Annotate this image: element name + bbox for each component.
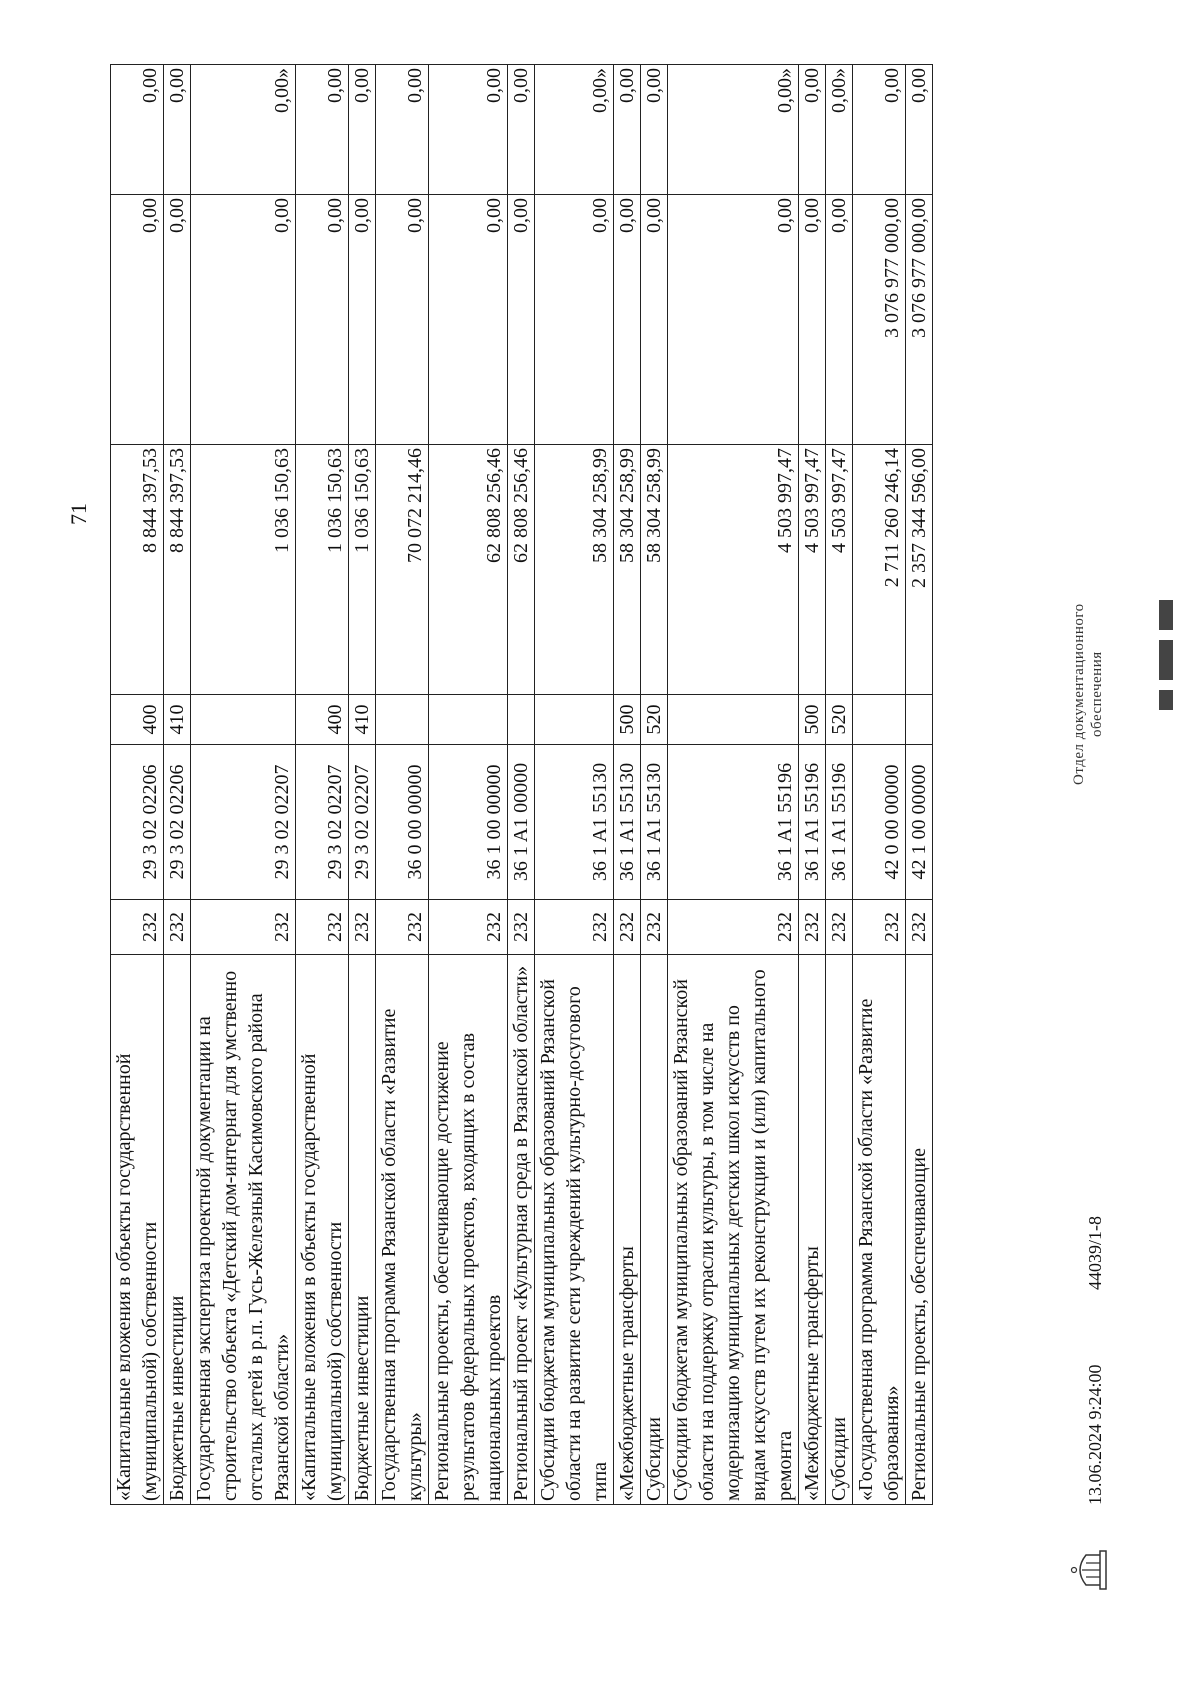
row-amount-3: 0,00» — [191, 65, 296, 195]
row-amount-3: 0,00 — [508, 65, 535, 195]
row-amount-1: 1 036 150,63 — [191, 445, 296, 695]
row-name: Региональные проекты, обеспечивающие — [906, 955, 933, 1505]
budget-table — [110, 64, 933, 1505]
row-target-article: 29 3 02 02207 — [349, 745, 376, 900]
row-amount-3: 0,00» — [668, 65, 799, 195]
table-row — [668, 65, 799, 1505]
row-name: «Капитальные вложения в объекты государственной (муниципальной) собственности — [111, 955, 164, 1505]
row-grbs-code: 232 — [614, 900, 641, 955]
row-name: «Межбюджетные трансферты — [614, 955, 641, 1505]
row-amount-2: 0,00 — [349, 195, 376, 445]
row-amount-2: 0,00 — [614, 195, 641, 445]
stamp-line-1: Отдел документационного — [1071, 603, 1087, 785]
row-grbs-code: 232 — [906, 900, 933, 955]
row-amount-1: 4 503 997,47 — [826, 445, 853, 695]
department-stamp — [1070, 603, 1106, 785]
footer-date: 13.06.2024 9:24:00 — [1085, 1364, 1105, 1505]
row-amount-2: 3 076 977 000,00 — [853, 195, 906, 445]
row-amount-2: 0,00 — [535, 195, 614, 445]
row-amount-3: 0,00 — [799, 65, 826, 195]
row-amount-3: 0,00» — [535, 65, 614, 195]
row-amount-1: 62 808 256,46 — [508, 445, 535, 695]
row-grbs-code: 232 — [641, 900, 668, 955]
row-amount-2: 0,00 — [191, 195, 296, 445]
row-grbs-code: 232 — [429, 900, 508, 955]
row-amount-3: 0,00» — [826, 65, 853, 195]
row-expense-type: 410 — [164, 695, 191, 745]
row-amount-3: 0,00 — [349, 65, 376, 195]
table-row — [906, 65, 933, 1505]
row-grbs-code: 232 — [296, 900, 349, 955]
row-amount-1: 58 304 258,99 — [614, 445, 641, 695]
table-row — [641, 65, 668, 1505]
row-target-article: 42 0 00 00000 — [853, 745, 906, 900]
row-amount-2: 0,00 — [826, 195, 853, 445]
row-name: Субсидии бюджетам муниципальных образований Рязанской области на развитие сети учреждений культурно-досугового типа — [535, 955, 614, 1505]
page-number: 71 — [66, 503, 91, 525]
row-target-article: 36 1 A1 00000 — [508, 745, 535, 900]
row-expense-type: 500 — [799, 695, 826, 745]
table-row — [296, 65, 349, 1505]
table-row — [429, 65, 508, 1505]
scan-mark — [1159, 600, 1173, 630]
rotated-page — [66, 65, 1105, 1505]
row-target-article: 36 1 A1 55130 — [614, 745, 641, 900]
row-amount-3: 0,00 — [614, 65, 641, 195]
row-expense-type — [668, 695, 799, 745]
row-expense-type: 520 — [641, 695, 668, 745]
table-row — [164, 65, 191, 1505]
table-row — [826, 65, 853, 1505]
row-expense-type: 410 — [349, 695, 376, 745]
row-amount-1: 58 304 258,99 — [641, 445, 668, 695]
row-target-article: 36 1 A1 55196 — [799, 745, 826, 900]
table-row — [853, 65, 906, 1505]
row-expense-type: 400 — [296, 695, 349, 745]
table-row — [376, 65, 429, 1505]
row-target-article: 36 0 00 00000 — [376, 745, 429, 900]
row-target-article: 29 3 02 02207 — [191, 745, 296, 900]
row-expense-type — [429, 695, 508, 745]
row-name: Субсидии бюджетам муниципальных образований Рязанской области на поддержку отрасли культуры, в том числе на модернизацию муниципальных детских школ искусств по видам искусств путем их реконструкции и (или) капитального ремонта — [668, 955, 799, 1505]
scan-edge-strip — [1155, 40, 1177, 1660]
row-amount-2: 0,00 — [429, 195, 508, 445]
table-row — [111, 65, 164, 1505]
row-amount-1: 1 036 150,63 — [349, 445, 376, 695]
row-amount-1: 8 844 397,53 — [164, 445, 191, 695]
row-grbs-code: 232 — [376, 900, 429, 955]
row-target-article: 36 1 00 00000 — [429, 745, 508, 900]
row-grbs-code: 232 — [853, 900, 906, 955]
row-amount-1: 62 808 256,46 — [429, 445, 508, 695]
row-name: Региональные проекты, обеспечивающие достижение результатов федеральных проектов, входящих в состав национальных проектов — [429, 955, 508, 1505]
emblem-logo — [1070, 1545, 1110, 1595]
row-amount-3: 0,00 — [376, 65, 429, 195]
row-amount-3: 0,00 — [164, 65, 191, 195]
row-amount-1: 2 357 344 596,00 — [906, 445, 933, 695]
row-amount-2: 0,00 — [641, 195, 668, 445]
row-target-article: 29 3 02 02206 — [111, 745, 164, 900]
row-name: «Государственная программа Рязанской области «Развитие образования» — [853, 955, 906, 1505]
table-row — [614, 65, 641, 1505]
row-expense-type — [853, 695, 906, 745]
row-amount-2: 0,00 — [799, 195, 826, 445]
row-target-article: 29 3 02 02206 — [164, 745, 191, 900]
table-row — [799, 65, 826, 1505]
row-target-article: 36 1 A1 55130 — [535, 745, 614, 900]
row-amount-1: 8 844 397,53 — [111, 445, 164, 695]
stamp-line-2: обеспечения — [1089, 651, 1105, 737]
row-name: Государственная программа Рязанской области «Развитие культуры» — [376, 955, 429, 1505]
row-name: Субсидии — [826, 955, 853, 1505]
row-target-article: 36 1 A1 55130 — [641, 745, 668, 900]
budget-table-body — [111, 65, 933, 1505]
row-grbs-code: 232 — [508, 900, 535, 955]
scan-mark — [1159, 640, 1173, 680]
row-amount-1: 2 711 260 246,14 — [853, 445, 906, 695]
row-amount-2: 0,00 — [508, 195, 535, 445]
row-name: Бюджетные инвестиции — [164, 955, 191, 1505]
row-expense-type: 520 — [826, 695, 853, 745]
row-grbs-code: 232 — [799, 900, 826, 955]
row-target-article: 42 1 00 00000 — [906, 745, 933, 900]
row-amount-2: 0,00 — [296, 195, 349, 445]
row-expense-type — [191, 695, 296, 745]
row-grbs-code: 232 — [111, 900, 164, 955]
row-amount-1: 4 503 997,47 — [668, 445, 799, 695]
row-name: Бюджетные инвестиции — [349, 955, 376, 1505]
row-grbs-code: 232 — [164, 900, 191, 955]
table-row — [349, 65, 376, 1505]
row-grbs-code: 232 — [668, 900, 799, 955]
row-name: «Капитальные вложения в объекты государственной (муниципальной) собственности — [296, 955, 349, 1505]
row-amount-2: 0,00 — [376, 195, 429, 445]
row-name: Государственная экспертиза проектной документации на строительство объекта «Детский дом-интернат для умственно отсталых детей в р.п. Гусь-Железный Касимовского района Рязанской области» — [191, 955, 296, 1505]
row-expense-type — [376, 695, 429, 745]
row-expense-type — [508, 695, 535, 745]
row-target-article: 36 1 A1 55196 — [826, 745, 853, 900]
row-amount-3: 0,00 — [111, 65, 164, 195]
row-amount-3: 0,00 — [853, 65, 906, 195]
row-amount-1: 1 036 150,63 — [296, 445, 349, 695]
row-target-article: 36 1 A1 55196 — [668, 745, 799, 900]
row-amount-1: 58 304 258,99 — [535, 445, 614, 695]
row-amount-3: 0,00 — [296, 65, 349, 195]
row-grbs-code: 232 — [349, 900, 376, 955]
row-amount-2: 3 076 977 000,00 — [906, 195, 933, 445]
row-amount-2: 0,00 — [164, 195, 191, 445]
row-amount-2: 0,00 — [111, 195, 164, 445]
table-row — [508, 65, 535, 1505]
row-amount-3: 0,00 — [641, 65, 668, 195]
row-grbs-code: 232 — [191, 900, 296, 955]
row-amount-3: 0,00 — [429, 65, 508, 195]
row-target-article: 29 3 02 02207 — [296, 745, 349, 900]
row-amount-1: 70 072 214,46 — [376, 445, 429, 695]
table-row — [191, 65, 296, 1505]
row-amount-3: 0,00 — [906, 65, 933, 195]
row-expense-type — [535, 695, 614, 745]
row-expense-type: 400 — [111, 695, 164, 745]
footer-doc-code: 44039/1-8 — [1085, 1216, 1105, 1290]
row-name: «Межбюджетные трансферты — [799, 955, 826, 1505]
row-amount-1: 4 503 997,47 — [799, 445, 826, 695]
row-grbs-code: 232 — [826, 900, 853, 955]
row-name: Субсидии — [641, 955, 668, 1505]
row-expense-type — [906, 695, 933, 745]
row-name: Региональный проект «Культурная среда в Рязанской области» — [508, 955, 535, 1505]
row-amount-2: 0,00 — [668, 195, 799, 445]
row-grbs-code: 232 — [535, 900, 614, 955]
scan-mark — [1159, 690, 1173, 710]
row-expense-type: 500 — [614, 695, 641, 745]
table-row — [535, 65, 614, 1505]
